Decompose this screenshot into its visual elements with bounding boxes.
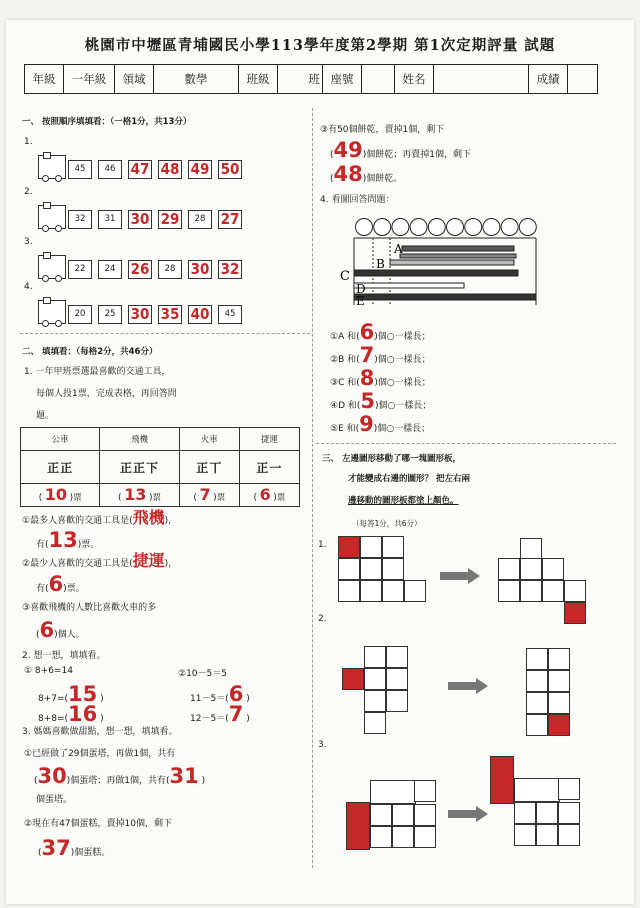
grid-tile bbox=[414, 826, 436, 848]
seat-value[interactable] bbox=[362, 65, 395, 94]
puzzle-2-number: 2. bbox=[318, 614, 327, 624]
label-e: E bbox=[356, 294, 365, 308]
grid-tile bbox=[338, 580, 360, 602]
handwritten-answer: 6 bbox=[359, 320, 375, 344]
vote-header-plane: 飛機 bbox=[100, 428, 179, 451]
unit-circle bbox=[447, 219, 464, 236]
grid-tile bbox=[338, 558, 360, 580]
unit-circle bbox=[428, 219, 445, 236]
locomotive-icon bbox=[38, 155, 66, 179]
q4-item: ①A 和(6)個○一樣長； bbox=[330, 320, 431, 344]
vote-header-bus: 公車 bbox=[21, 428, 100, 451]
train-row-number: 1. bbox=[24, 137, 33, 147]
q1b-count: 有(6)票。 bbox=[36, 572, 85, 596]
handwritten-answer: 26 bbox=[128, 260, 152, 279]
tally-bus: 正正 bbox=[21, 451, 100, 484]
column-divider bbox=[312, 108, 313, 868]
q1c-count: (6)個人。 bbox=[36, 618, 85, 642]
moved-tile-colored bbox=[342, 668, 364, 690]
handwritten-answer: 30 bbox=[128, 305, 152, 324]
handwritten-answer: 30 bbox=[128, 210, 152, 229]
label-d: D bbox=[356, 282, 366, 296]
grid-tile bbox=[360, 580, 382, 602]
right-arrow-icon bbox=[440, 568, 478, 580]
subject-value: 數學 bbox=[154, 65, 239, 94]
grid-tile bbox=[392, 804, 414, 826]
class-label: 班級 bbox=[239, 65, 278, 94]
grid-tile bbox=[392, 826, 414, 848]
printed-number: 28 bbox=[158, 260, 182, 279]
handwritten-answer: 30 bbox=[188, 260, 212, 279]
train bbox=[38, 155, 248, 179]
printed-number: 46 bbox=[98, 160, 122, 179]
grid-tile bbox=[382, 580, 404, 602]
locomotive-icon bbox=[38, 255, 66, 279]
grid-tile bbox=[520, 580, 542, 602]
printed-number: 45 bbox=[68, 160, 92, 179]
moved-tile-colored bbox=[564, 602, 586, 624]
unit-circle bbox=[392, 219, 409, 236]
tally-train: 正丅 bbox=[179, 451, 239, 484]
class-unit: 班 bbox=[278, 65, 323, 94]
section3-score: （每答1分，共6分） bbox=[352, 519, 422, 528]
q1-text-3: 題。 bbox=[36, 411, 55, 421]
grid-tile bbox=[382, 558, 404, 580]
grid-tile bbox=[370, 804, 392, 826]
handwritten-answer: 49 bbox=[188, 160, 212, 179]
q3-heading: 3. 媽媽喜歡做甜點，想一想，填填看。 bbox=[22, 727, 178, 737]
grid-tile bbox=[514, 802, 536, 824]
grid-tile bbox=[526, 714, 548, 736]
grid-tile bbox=[514, 778, 560, 802]
bar-a bbox=[402, 246, 514, 251]
grid-tile bbox=[542, 580, 564, 602]
q1b: ②最少人喜歡的交通工具是(捷運)， bbox=[22, 551, 178, 570]
label-a: A bbox=[394, 242, 403, 256]
q3a-answers: (30)個蛋塔；再做1個，共有(31 ) bbox=[34, 764, 206, 788]
q1a-answer: 飛機 bbox=[132, 508, 165, 527]
locomotive-icon bbox=[38, 205, 66, 229]
q2-right-1: ②10－5＝5 bbox=[178, 669, 227, 679]
q3a: ①已經做了29個蛋塔，再做1個，共有 bbox=[24, 749, 176, 759]
train bbox=[38, 255, 248, 279]
grid-tile bbox=[548, 692, 570, 714]
section-divider-right bbox=[316, 443, 616, 444]
grid-tile bbox=[498, 580, 520, 602]
q1-text-2: 每個人投1票，完成表格，再回答問 bbox=[36, 389, 177, 399]
bar-b bbox=[390, 260, 514, 265]
grid-tile bbox=[364, 668, 386, 690]
q1a-count: 有(13)票。 bbox=[36, 528, 100, 552]
grid-tile bbox=[386, 646, 408, 668]
q1b-answer: 捷運 bbox=[132, 551, 165, 570]
count-plane: ( 13 )票 bbox=[100, 484, 179, 507]
section3-line3: 邊移動的圖形板都塗上顏色。 bbox=[348, 496, 459, 506]
grid-tile bbox=[520, 558, 542, 580]
printed-number: 28 bbox=[188, 210, 212, 229]
q3b: ②現在有47個蛋糕，賣掉10個，剩下 bbox=[24, 819, 172, 829]
score-label: 成績 bbox=[529, 65, 568, 94]
grid-tile bbox=[386, 690, 408, 712]
grid-tile bbox=[542, 558, 564, 580]
q4-heading: 4. 看圖回答問題： bbox=[320, 195, 395, 205]
grid-tile bbox=[536, 824, 558, 846]
q1c: ③喜歡飛機的人數比喜歡火車的多 bbox=[22, 603, 157, 613]
train bbox=[38, 205, 248, 229]
grid-tile bbox=[370, 780, 416, 804]
count-metro: ( 6 )票 bbox=[239, 484, 299, 507]
moved-tile-colored bbox=[548, 714, 570, 736]
grid-tile bbox=[564, 580, 586, 602]
label-b: B bbox=[376, 257, 385, 271]
q4-item: ③C 和(8)個○一樣長； bbox=[330, 366, 431, 390]
grid-tile bbox=[364, 646, 386, 668]
handwritten-answer: 8 bbox=[359, 366, 375, 390]
puzzle-1-number: 1. bbox=[318, 540, 327, 550]
q4-item: ④D 和(5)個○一樣長； bbox=[330, 389, 432, 413]
length-comparison-figure bbox=[336, 210, 546, 310]
moved-tile-colored bbox=[346, 802, 370, 850]
q4-item: ⑤E 和(9)個○一樣長； bbox=[330, 412, 431, 436]
name-value[interactable] bbox=[434, 65, 529, 94]
handwritten-answer: 29 bbox=[158, 210, 182, 229]
tally-plane: 正正下 bbox=[100, 451, 179, 484]
grid-tile bbox=[558, 802, 580, 824]
tally-metro: 正一 bbox=[239, 451, 299, 484]
q2-left-1: ① 8+6=14 bbox=[24, 666, 73, 676]
printed-number: 32 bbox=[68, 210, 92, 229]
score-value[interactable] bbox=[568, 65, 598, 94]
grid-tile bbox=[526, 670, 548, 692]
handwritten-answer: 7 bbox=[359, 343, 375, 367]
printed-number: 45 bbox=[218, 305, 242, 324]
train-row-number: 2. bbox=[24, 187, 33, 197]
printed-number: 24 bbox=[98, 260, 122, 279]
grid-tile bbox=[548, 670, 570, 692]
grid-tile bbox=[404, 580, 426, 602]
subject-label: 領域 bbox=[115, 65, 154, 94]
puzzle-3-number: 3. bbox=[318, 740, 327, 750]
grid-tile bbox=[558, 778, 580, 800]
unit-circle bbox=[410, 219, 427, 236]
q2-heading: 2. 想一想，填填看。 bbox=[22, 651, 106, 661]
unit-circle bbox=[501, 219, 518, 236]
section2-heading: 二、 填填看：（每格2分，共46分） bbox=[22, 347, 158, 357]
grid-tile bbox=[386, 668, 408, 690]
q4-item: ②B 和(7)個○一樣長； bbox=[330, 343, 431, 367]
grid-tile bbox=[364, 712, 386, 734]
grid-tile bbox=[514, 824, 536, 846]
q2-right-3: 12－5＝(7 ) bbox=[190, 702, 250, 726]
bar-a2 bbox=[400, 254, 516, 258]
unit-circle bbox=[519, 219, 536, 236]
right-arrow-icon bbox=[448, 678, 486, 690]
handwritten-answer: 32 bbox=[218, 260, 242, 279]
unit-circle bbox=[483, 219, 500, 236]
grid-tile bbox=[526, 648, 548, 670]
exam-title: 桃園市中壢區青埔國民小學113學年度第2學期 第1次定期評量 試題 bbox=[84, 37, 556, 54]
grade-value: 一年級 bbox=[64, 65, 115, 94]
handwritten-answer: 48 bbox=[158, 160, 182, 179]
handwritten-answer: 35 bbox=[158, 305, 182, 324]
section-divider-left bbox=[20, 333, 310, 334]
q3c-answers: (49)個餅乾；再賣掉1個，剩下 bbox=[330, 138, 471, 162]
q2-left-2: 8+7=(15 ) bbox=[38, 682, 104, 706]
section1-heading: 一、 按照順序填填看：（一格1分，共13分） bbox=[22, 117, 192, 127]
grid-tile bbox=[548, 648, 570, 670]
seat-label: 座號 bbox=[323, 65, 362, 94]
handwritten-answer: 27 bbox=[218, 210, 242, 229]
train bbox=[38, 300, 248, 324]
unit-circle bbox=[374, 219, 391, 236]
q1-text: 1. 一年甲班票選最喜歡的交通工具， bbox=[24, 367, 171, 377]
handwritten-answer: 40 bbox=[188, 305, 212, 324]
bar-d bbox=[354, 283, 464, 288]
printed-number: 20 bbox=[68, 305, 92, 324]
q3c: ③有50個餅乾，賣掉1個，剩下 bbox=[320, 125, 445, 135]
grid-tile bbox=[370, 826, 392, 848]
train-row-number: 4. bbox=[24, 282, 33, 292]
unit-circles bbox=[356, 219, 537, 236]
grid-tile bbox=[360, 536, 382, 558]
count-train: ( 7 )票 bbox=[179, 484, 239, 507]
moved-tile-colored bbox=[338, 536, 360, 558]
printed-number: 25 bbox=[98, 305, 122, 324]
handwritten-answer: 50 bbox=[218, 160, 242, 179]
vote-header-train: 火車 bbox=[179, 428, 239, 451]
grid-tile bbox=[382, 536, 404, 558]
grid-tile bbox=[536, 802, 558, 824]
vote-header-metro: 捷運 bbox=[239, 428, 299, 451]
printed-number: 31 bbox=[98, 210, 122, 229]
bar-e bbox=[354, 294, 536, 300]
name-label: 姓名 bbox=[395, 65, 434, 94]
printed-number: 22 bbox=[68, 260, 92, 279]
section3-heading: 三、 左邊圖形移動了哪一塊圖形板， bbox=[322, 454, 461, 464]
handwritten-answer: 5 bbox=[360, 389, 375, 413]
q1a: ①最多人喜歡的交通工具是(飛機)， bbox=[22, 508, 178, 527]
grid-tile bbox=[360, 558, 382, 580]
label-c: C bbox=[340, 269, 350, 284]
handwritten-answer: 9 bbox=[359, 412, 374, 436]
unit-circle bbox=[356, 219, 373, 236]
section3-line2: 才能變成右邊的圖形？ 把左右兩 bbox=[348, 474, 470, 484]
grid-tile bbox=[558, 824, 580, 846]
grid-tile bbox=[526, 692, 548, 714]
grid-tile bbox=[364, 690, 386, 712]
q2-left-3: 8+8=(16 ) bbox=[38, 702, 104, 726]
grid-tile bbox=[414, 780, 436, 802]
train-row-number: 3. bbox=[24, 237, 33, 247]
count-bus: ( 10 )票 bbox=[21, 484, 100, 507]
locomotive-icon bbox=[38, 300, 66, 324]
grid-tile bbox=[498, 558, 520, 580]
unit-circle bbox=[465, 219, 482, 236]
q3c-answer-2: (48)個餅乾。 bbox=[330, 162, 403, 186]
q3b-answer: (37)個蛋糕。 bbox=[38, 836, 111, 860]
vote-table bbox=[20, 427, 300, 507]
grid-tile bbox=[520, 538, 542, 560]
q3a-tail: 個蛋塔。 bbox=[36, 795, 73, 805]
q2-right-2: 11－5＝(6 ) bbox=[190, 682, 250, 706]
grid-tile bbox=[414, 804, 436, 826]
handwritten-answer: 47 bbox=[128, 160, 152, 179]
grade-label: 年級 bbox=[25, 65, 64, 94]
student-info-table bbox=[24, 64, 598, 94]
right-arrow-icon bbox=[448, 806, 486, 818]
moved-tile-colored bbox=[490, 756, 514, 804]
